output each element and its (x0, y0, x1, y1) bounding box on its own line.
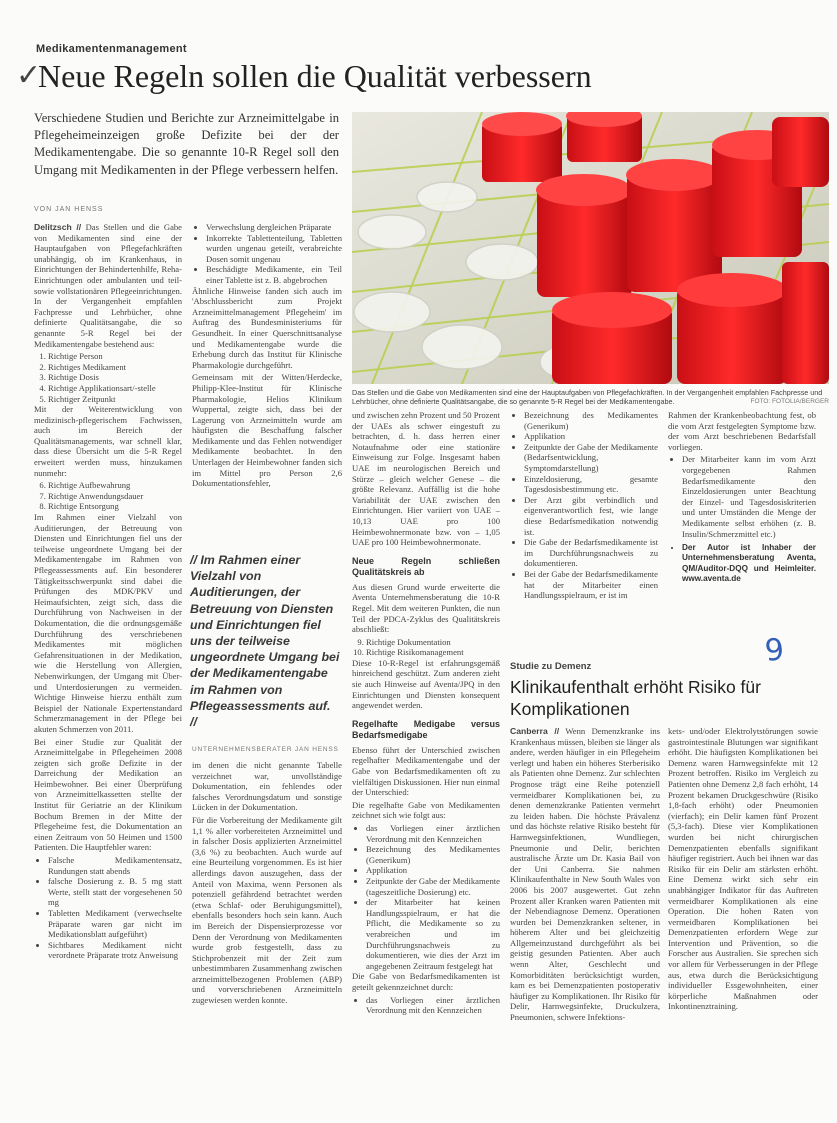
error-list (34, 855, 182, 961)
byline: VON JAN HENSS (34, 206, 104, 213)
paragraph-text: Das Stellen und die Gabe von Medikamenten sind eine der Hauptaufgaben von Pflegefachkräften unabhängig, ob im Krankenhaus, in Einrichtungen der Behindertenhilfe, Reha-Einrichtungen oder ambulanten und teil- sowie vollstationären Pflegeeinrichtungen. In der Vergangenheit empfahlen Fachpresse und Lehrbücher, ohne definierte Qualitätsangabe, die so genannte 5-R Regel bei der Medikamentengabe bestehend aus: (34, 222, 182, 349)
article-column-4 (510, 410, 658, 600)
study-headline: Klinikaufenthalt erhöht Risiko für Komplikationen (510, 677, 761, 719)
author-note-list (668, 543, 816, 584)
paragraph: Gemeinsam mit der Witten/Herdecke, Philipp-Klee-Institut für Klinische Pharmakologie, Helios Klinikum Wuppertal, zeigte sich, dass bei der Lagerung von Arzneimitteln wurde am häufigsten die Beschaffung falscher Medikamente und das Fehlen notwendiger Medikamente beobachtet. In den Unterlagen der Heimbewohner fanden sich im Mittel pro Person 2,6 Dokumentationsfehler, (192, 372, 342, 489)
list-item: • Zeitpunkte der Gabe der Medikamente (tageszeitliche Dosierung) etc. (366, 876, 500, 897)
paragraph: und zwischen zehn Prozent und 50 Prozent der UAEs als schwer eingestuft zu betrachten, d. h. dass herren einer Notaufnahme oder eine stationäre Einweisung zur Folge. Insgesamt haben UAE im neurologischen Bereich und Stürze – gleich welcher Genese – die größte Relevanz. Auffällig ist die hohe Variabilität der UAE zwischen den Einrichtungen. Hier variiert von UAE – 10,13 UAE pro 100 Heimbewohnermonate bzw. von – 1,05 UAE pro 100 Heimbewohnermonate. (352, 410, 500, 548)
list-item: 9. Richtige Dokumentation (366, 637, 500, 648)
article-column-1 (34, 222, 182, 1117)
list-item: • Inkorrekte Tablettenteilung, Tabletten wurden ungenau geteilt, verabreichte Dosen somit ungenau (206, 233, 342, 265)
list-item: 10. Richtige Risikomanagement (366, 647, 500, 658)
demand-rights-list (668, 454, 816, 539)
subheading: Neue Regeln schließen Qualitätskreis ab (352, 555, 500, 577)
paragraph-text: Wenn Demenzkranke ins Krankenhaus müssen, bleiben sie länger als andere, werden häufiger in ein Pflegeheim verlegt und haben ein höheres Sterberisiko als Patienten ohne Demenz. Zur schlechten Prognose trägt eine Reihe potenziell vermeidbarer Komplikationen bei, zu denen demenzkranke Patienten vermehrt zu leiden haben. Die höchste Prävalenz und das höchste relative Risiko besteht für Harnwegsinfektionen, Wundliegen, Pneumonie und Delir, berichten australische Ärzte um Dr. Kasia Bail von der Uni Canberra. Sie nahmen Klinikaufenthalte in New South Wales von 2006 bis 2007 ausgewertet. Gut zehn Prozent aller Kranken waren Patienten mit der Nebendiagnose Demenz. Operationen wurden bei Demenzkranken seltener, in höherem Alter und bei gleichzeitig Allgemeinzustand durchgeführt als bei geistig gesunden Patienten. Aber auch wenn Alter, Geschlecht und Komorbiditäten berücksichtigt wurden, kam es bei Demenzpatienten postoperativ häufiger zu Komplikationen. Ihr Risiko für Delir, Harnwegsinfekte, Druckulzera, Pneumonien, schwere Infektions- (510, 726, 660, 1023)
list-item: • Die Gabe der Bedarfsmedikamente ist im Durchführungsnachweis zu dokumentieren. (524, 537, 658, 569)
handwritten-check-mark: ✓ (16, 58, 42, 93)
pull-quote-credit: UNTERNEHMENSBERATER JAN HENSS (192, 746, 339, 753)
pull-quote: // Im Rahmen einer Vielzahl von Auditierungen, der Betreuung von Diensten und Einrichtungen fiel uns der teilweise ungeordnete Umgang bei der Medikamentengabe im Rahmen von Pflegeassessments auf. // (190, 553, 340, 730)
paragraph: Ähnliche Hinweise fanden sich auch im 'Abschlussbericht zum Projekt Arzneimittelmanagement Pflegeheim' im Auftrag des Bundesministeriums für Gesundheit. In einer Querschnittsanalyse und Medikamentengabe wurde die Erhebung durch das Institut für Klinische Pharmakologie durchgeführt. (192, 285, 342, 370)
paragraph: Für die Vorbereitung der Medikamente gilt 1,1 % aller vorbereiteten Arzneimittel und in falscher Dosis applizierten Arzneimittel (3,6 %) zu beobachten. Auch wurde auf eine Beurteilung vorgenommen. Es ist hier allerdings davon auszugehen, dass der Anteil von Maxima, wenn Personen als potenziell gefährdend betrachtet werden (etwa Schlaf- oder Beruhigungsmittel), ebenfalls besonders hoch sein kann. Auch im Bereich der Dispensierprozesse vor Denn der Verordnung von Medikamenten wurde grob festgestellt, dass zu Stichprobenzeit mit der Zeit zum unbestimmbaren Zusammenhang zwischen arzneimittelbezogenen Problemen (ABP) und vorverschriebenen Arzneimitteln zugewiesen werden konnte. (192, 814, 342, 1006)
list-item: • das Vorliegen einer ärztlichen Verordnung mit den Kennzeichen (366, 823, 500, 844)
list-item: • Beschädigte Medikamente, ein Teil einer Tablette ist z. B. abgebrochen (206, 264, 342, 285)
rule-list-5r (34, 351, 182, 404)
list-item: • Der Mitarbeiter kann im vom Arzt vorgegebenen Rahmen Bedarfsmedikamente den Einzeldosierungen unter Beachtung der Einzel- und Tagesdosiskriterien und unter Umständen die Menge der Medikamente selbst erhöhen (z. B. Insulin/Schmerzmittel etc.) (682, 454, 816, 539)
list-item: • Zeitpunkte der Gabe der Medikamente (Bedarfsentwicklung, Symptomdarstellung) (524, 442, 658, 474)
list-item: • Applikation (366, 865, 500, 876)
list-item: • Verwechslung dergleichen Präparate (206, 222, 342, 233)
paragraph: Die regelhafte Gabe von Medikamenten zeichnet sich wie folgt aus: (352, 799, 500, 821)
medicine-cups-photo (352, 112, 829, 384)
list-item: • Applikation (524, 431, 658, 442)
demand-medication-list (352, 995, 500, 1016)
list-item: 7. Richtige Anwendungsdauer (48, 491, 182, 502)
rule-list-additional (34, 480, 182, 512)
study-section-label: Studie zu Demenz (510, 661, 592, 672)
list-item: • Falsche Medikamentensatz, Rundungen statt abends (48, 855, 182, 876)
paragraph: Mit der Weiterentwicklung von medizinisch-pflegerischem Fachwissen, auch im Bereich der Qualitätsmanagements, war schnell klar, dass diese Übersicht um die 5-R Regel erweitert werden muss, hinzukamen nunmehr: (34, 404, 182, 478)
paragraph: Ebenso führt der Unterschied zwischen regelhafter Medikamentengabe und der Gabe von Bedarfsmedikamenten oft zu vielfältigen Diskussionen. Hier nun einmal der Unterschied: (352, 744, 500, 798)
list-item: 3. Richtige Dosis (48, 372, 182, 383)
paragraph: Diese 10-R-Regel ist erfahrungsgemäß hinreichend geschützt. Zum anderen zieht sie auch Hinweise auf Aventa/JPQ in den Einrichtungen und Diensten konsequent angewendet werden. (352, 657, 500, 711)
list-item: 5. Richtiger Zeitpunkt (48, 394, 182, 405)
lead-paragraph: Verschiedene Studien und Berichte zur Arzneimittelgabe in Pflegeheimeinzeigen große Defizite bei der der Medikamentengabe. Die so genannte 10-R Regel soll den Umgang mit Medikamenten in der Pflege verbessern helfen. (34, 111, 339, 177)
paragraph: kets- und/oder Elektrolytstörungen sowie gastrointestinale Blutungen war signifikant erhöht. Die häufigsten Komplikationen bei Demenz waren Harnwegsinfekte mit 12 Prozent betroffen. Risiko im Vergleich zu Patienten ohne Demenz 2,8 fach erhöht, 14 Prozent bekamen Druckgeschwüre (Risiko 1,8-fach erhöht) oder Pneumonien (vierfach); ein Delir kamen fünf Prozent (5,3-fach). Diese vier Komplikationen wurden bei nicht chirurgischen Demenzpatienten ebenfalls signifikant häufiger registriert. Auch bei ihnen war das Risiko für ein Delir am stärksten erhöht. Eine Demenz wirkt sich sehr ein unabhängiger Indikator für das Auftreten vermeidbarer Komplikationen als eine Operation. Die hohen Raten von vermeidbaren Komplikationen bei Demenzpatienten erfordern Wege zur Intervention und Prävention, so die Forscher aus Australien. Sie sprechen sich vor allem für Verbesserungen in der Pflege aus, etwa durch die Berücksichtigung individueller Essgewohnheiten, einer körperliche Maßnahmen oder Inkontinenztraining. (668, 726, 818, 1012)
photo-caption (352, 388, 829, 406)
list-item: 4. Richtige Applikationsart/-stelle (48, 383, 182, 394)
section-label: Medikamentenmanagement (36, 43, 187, 55)
list-item: • Bezeichnung des Medikamentes (Generikum) (524, 410, 658, 431)
list-item: 1. Richtige Person (48, 351, 182, 362)
paragraph (34, 222, 182, 349)
list-item: • falsche Dosierung z. B. 5 mg statt Werte, stellt statt der vorgesehenen 50 mg (48, 876, 182, 908)
headline: Neue Regeln sollen die Qualität verbessern (38, 58, 592, 94)
paragraph: Aus diesen Grund wurde erweiterte die Aventa Unternehmensberatung die 10-R Regel. Mit dem weiteren Punkten, die nun Teil der PDCA-Zyklus des Qualitätskreis abschließt: (352, 581, 500, 635)
article-column-3 (352, 410, 500, 1117)
dateline: Delitzsch // (34, 222, 82, 232)
list-item: 8. Richtige Entsorgung (48, 501, 182, 512)
paragraph: Bei einer Studie zur Qualität der Arzneimittelgabe in Pflegeheimen 2008 zeigten sich große Defizite in der Darreichung der Medikation an Heimbewohner. Bei einer Überprüfung von Arzneimittelkassetten stellte der Institut für Geriatrie an der Klinikum Bochum Bremen in der Mitte der Pflegeheime fest, die Dokumentation an einen Zeitraum von 50 Heimen und 1500 Patienten. Die Hauptfehler waren: (34, 736, 182, 853)
paragraph: Die Gabe von Bedarfsmedikamenten ist geteilt gekennzeichnet durch: (352, 971, 500, 992)
list-item: • das Vorliegen einer ärztlichen Verordnung mit den Kennzeichen (366, 995, 500, 1016)
paragraph: Im Rahmen einer Vielzahl von Auditierungen, der Betreuung von Diensten und Einrichtungen fiel uns der teilweise ungeordnete Umgang bei der Medikamentengabe im Rahmen von Pflegeassessments auf. Ein besonderer Tätigkeitsschwerpunkt sind dabei die Prüfungen des MDK/PKV und Heimaufsichten, zeigt sich, dass die Durchführung von Nachweisen in der Dokumentation, die die ordnungsgemäße Durchführung des verschriebenen Medikamentes mit möglichen Gefahrensituationen in der Medikation, wie die Herstellung von Allergien, Nebenwirkungen, der Umgang mit Über- und Unterdosierungen zu vermeiden. Wichtige Hinweise hierzu enthält zum Beispiel der Nationale Expertenstandard Schmerzmanagement in der Pflege bei akuten Schmerzen von 2011. (34, 512, 182, 734)
photo-credit: FOTO: FOTOLIA/BERGER (750, 398, 829, 405)
dateline: Canberra // (510, 726, 560, 736)
article-column-2-lower (192, 760, 342, 1117)
list-item: • der Mitarbeiter hat keinen Handlungsspielraum, er hat die Pflicht, die Medikamente so zu verabreichen und im Durchführungsnachweis zu dokumentieren, wie dies der Arzt im angegebenen Zeitraum festgelegt hat (366, 897, 500, 971)
handwritten-number: 9 (763, 632, 786, 669)
paragraph: Rahmen der Krankenbeobachtung fest, ob die vom Arzt festgelegten Symptome bzw. der vom Arzt beschriebenen Bedarfsfall vorliegen. (668, 410, 816, 452)
demand-medication-list-continued (510, 410, 658, 600)
author-note: • Der Autor ist Inhaber der Unternehmensberatung Aventa, QM/Auditor-DQQ und Heimleiter. www.aventa.de (682, 543, 816, 584)
list-item: • Der Arzt gibt verbindlich und eigenverantwortlich fest, wie lange diese Bedarfsmedikation notwendig ist. (524, 495, 658, 537)
study-column-2 (668, 726, 818, 1117)
rule-list-new (352, 637, 500, 658)
medicine-cups-illustration (352, 112, 829, 384)
article-column-5 (668, 410, 816, 615)
list-item: • Bei der Gabe der Bedarfsmedikamente hat der Mitarbeiter einen Handlungsspielraum, er ist im (524, 569, 658, 600)
list-item: 6. Richtige Aufbewahrung (48, 480, 182, 491)
regular-medication-list (352, 823, 500, 971)
subheading: Regelhafte Medigabe versus Bedarfsmedigabe (352, 718, 500, 740)
list-item: • Einzeldosierung, gesamte Tagesdosisbestimmung etc. (524, 474, 658, 495)
paragraph: im denen die nicht genannte Tabelle verzeichnet war, unvollständige Dokumentation, ein fehlendes oder falsches Verordnungsdatum und sonstige Lücken in der Dokumentation. (192, 760, 342, 813)
list-item: • Bezeichnung des Medikamentes (Generikum) (366, 844, 500, 865)
list-item: • Sichtbares Medikament nicht verordnete Präparate trotz Anweisung (48, 940, 182, 961)
article-column-2 (192, 222, 342, 552)
error-list-continued (192, 222, 342, 286)
list-item: • Tabletten Medikament (verwechselte Präparate waren gar nicht im Medikationsblatt aufgeführt) (48, 908, 182, 940)
paragraph (510, 726, 660, 1023)
list-item: 2. Richtiges Medikament (48, 362, 182, 373)
study-column-1 (510, 726, 660, 1117)
caption-text: Das Stellen und die Gabe von Medikamenten sind eine der Hauptaufgaben von Pflegefachkräften. In der Vergangenheit empfahlen Fachpresse und Lehrbücher, ohne definierte Qualitätsangabe, die so genannte 5-R Regel bei der Medikamentengabe. (352, 388, 823, 406)
